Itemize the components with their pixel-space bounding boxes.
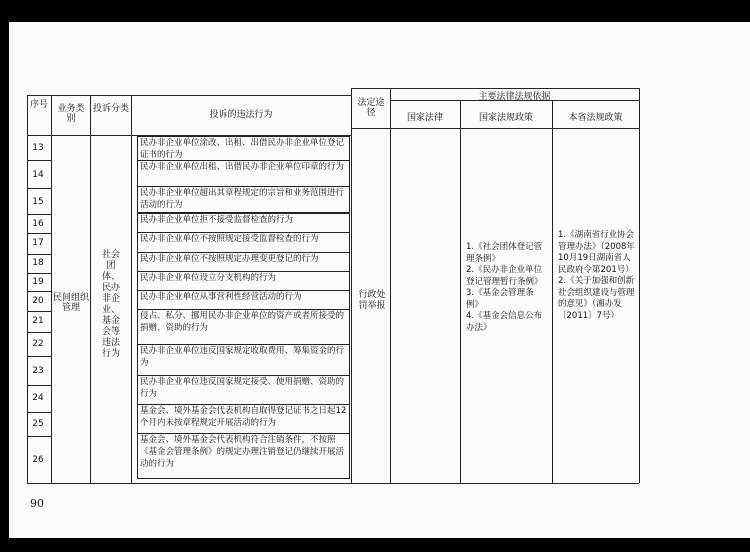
col-line-8 <box>639 88 640 483</box>
national-regulation-list: 1.《社会团体登记管理条例》 2.《民办非企业单位登记管理暂行条例》 3.《基金会管理条例》 4.《基金会信息公布办法》 <box>466 242 543 333</box>
header-complaint-category: 投诉分类 <box>93 104 130 114</box>
row-sep <box>27 291 51 292</box>
row-sep <box>27 214 51 215</box>
violation-item: 民办非企业单位不按照规定接受监督检查的行为 <box>137 232 350 253</box>
col-line-6 <box>460 100 461 483</box>
row-number: 22 <box>32 339 44 349</box>
row-number: 25 <box>32 419 44 429</box>
scan-border-top <box>0 0 750 22</box>
violation-item: 民办非企业单位从事营利性经营活动的行为 <box>137 290 350 310</box>
row-number: 26 <box>32 455 44 465</box>
col-line-7 <box>552 100 553 483</box>
col-line-3 <box>131 95 132 483</box>
violation-item: 民办非企业单位违反国家规定接受、使用捐赠、资助的行为 <box>137 375 350 405</box>
row-sep <box>27 233 51 234</box>
violation-item: 民办非企业单位出租、出借民办非企业单位印章的行为 <box>137 160 350 187</box>
header-violation: 投诉的违法行为 <box>209 110 273 120</box>
scan-border-left <box>0 18 9 552</box>
table-bottom-border <box>27 483 639 484</box>
row-sep <box>27 356 51 357</box>
business-category-cell: 民间组织管理 <box>53 293 90 313</box>
complaint-category-cell: 社会团体、民办非企业、基金会等违法行为 <box>101 250 120 359</box>
scan-border-bottom <box>0 538 750 552</box>
row-sep <box>27 332 51 333</box>
violation-item: 基金会、境外基金会代表机构符合注销条件，不按照《基金会管理条例》的规定办理注销登记仍继续开展活动的行为 <box>137 433 350 479</box>
row-sep <box>27 254 51 255</box>
row-number: 13 <box>32 143 44 153</box>
statutory-channel-cell: 行政处罚举报 <box>358 290 386 311</box>
row-number: 21 <box>32 316 44 326</box>
row-sep <box>27 188 51 189</box>
header-main-basis: 主要法律法规依据 <box>478 92 551 102</box>
row-sep <box>27 273 51 274</box>
header-national-regulation: 国家法规政策 <box>478 113 533 123</box>
row-sep <box>27 436 51 437</box>
violation-item: 基金会、境外基金会代表机构自取得登记证书之日起12个月内未按章程规定开展活动的行为 <box>137 404 350 434</box>
row-number: 23 <box>32 366 44 376</box>
provincial-regulation-list: 1.《湖南省行业协会管理办法》（2008年10月19日湖南省人民政府令第201号） 2.《关于加强和创新社会组织建设与管理的意见》（湘办发〔2011〕7号） <box>558 230 635 321</box>
violation-item: 民办非企业单位超出其章程规定的宗旨和业务范围进行活动的行为 <box>137 186 350 213</box>
table-top-border-left <box>27 95 351 96</box>
row-number: 14 <box>32 170 44 180</box>
header-bottom-border-right <box>351 128 639 129</box>
violation-item: 侵占、私分、挪用民办非企业单位的资产或者所接受的捐赠、资助的行为 <box>137 309 350 345</box>
row-number: 19 <box>32 277 44 287</box>
violation-item: 民办非企业单位拒不接受监督检查的行为 <box>137 213 350 233</box>
row-number: 16 <box>32 219 44 229</box>
row-number: 18 <box>32 258 44 268</box>
violation-item: 民办非企业单位不按照规定办理变更登记的行为 <box>137 252 350 272</box>
row-sep <box>27 412 51 413</box>
row-sep <box>27 311 51 312</box>
violation-item: 民办非企业单位涂改、出租、出借民办非企业单位登记证书的行为 <box>137 136 350 161</box>
violation-item: 民办非企业单位违反国家规定收取费用、筹集资金的行为 <box>137 344 350 376</box>
col-line-5 <box>390 88 391 483</box>
row-sep <box>27 385 51 386</box>
row-number: 15 <box>32 197 44 207</box>
header-business-category: 业务类别 <box>57 104 85 124</box>
header-statutory-channel: 法定途径 <box>357 98 385 118</box>
header-provincial-regulation: 本省法规政策 <box>568 113 623 123</box>
col-line-1 <box>51 95 52 483</box>
row-sep <box>27 160 51 161</box>
row-number: 20 <box>32 296 44 306</box>
col-line-4 <box>351 88 352 483</box>
row-number: 17 <box>32 238 44 248</box>
row-number: 24 <box>32 393 44 403</box>
violation-item: 民办非企业单位设立分支机构的行为 <box>137 271 350 291</box>
page-number: 90 <box>30 497 44 510</box>
col-line-2 <box>90 95 91 483</box>
header-seq: 序号 <box>29 100 48 110</box>
header-national-law: 国家法律 <box>406 113 443 123</box>
